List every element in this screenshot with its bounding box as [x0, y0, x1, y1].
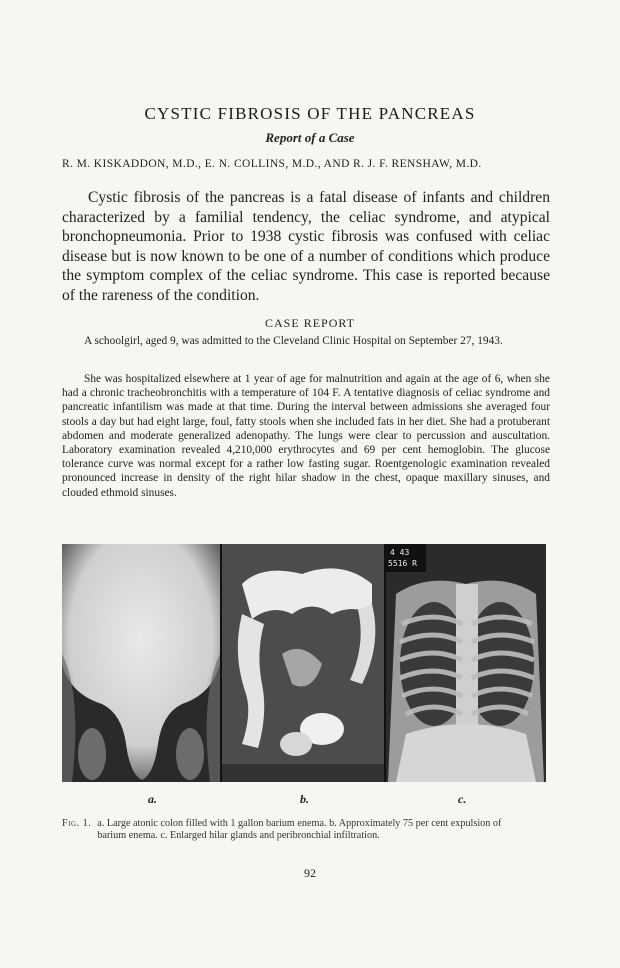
abstract-paragraph: Cystic fibrosis of the pancreas is a fatal disease of infants and children characterized by a familial tendency, the celiac syndrome, and atypical bronchopneumonia. Prior to 1938 cystic fibrosis was confused with celiac disease but is now known to be one of a number of conditions which produce the symptom complex of the celiac syndrome. This case is reported because of the rareness of the condition. [62, 189, 550, 304]
panel-label-c: c. [458, 792, 467, 806]
page-number: 92 [304, 866, 316, 880]
film-marker-line1: 4 43 [390, 548, 410, 557]
figure-caption-label: Fig. 1. [62, 818, 92, 829]
article-subtitle: Report of a Case [265, 130, 355, 145]
case-paragraph: A schoolgirl, aged 9, was admitted to the Cleveland Clinic Hospital on September 27, 1943. [84, 335, 503, 347]
xray-panel-a [62, 544, 220, 782]
film-marker-line2: 5516 R [388, 559, 417, 568]
case-paragraph: She was hospitalized elsewhere at 1 year of age for malnutrition and again at the age of 6, when she had a chronic tracheobronchitis with a temperature of 104 F. A tentative diagnosis of celiac syndrome and pancreatic infantilism was made at that time. During the interval between admissions she averaged four stools a day but had eight large, foul, fatty stools when she included fats in her diet. She had a protuberant abdomen and moderate generalized adenopathy. The lungs were clear to percussion and auscultation. Laboratory examination revealed 4,210,000 erythrocytes and 69 per cent hemoglobin. The glucose tolerance curve was normal except for a rather low fasting sugar. Roentgenologic examination revealed pronounced increase in density of the right hilar shadow in the chest, opaque maxillary sinuses, and clouded ethmoid sinuses. [62, 373, 550, 499]
section-heading-case-report: CASE REPORT [265, 316, 355, 330]
author-line: R. M. KISKADDON, M.D., E. N. COLLINS, M.D., AND R. J. F. RENSHAW, M.D. [62, 158, 482, 170]
xray-panel-b [222, 544, 384, 782]
xray-image-colon-expulsion [222, 544, 384, 782]
figure-panel-labels [62, 792, 546, 808]
panel-label-a: a. [148, 792, 157, 806]
figure-caption-text: a. Large atonic colon filled with 1 gallon barium enema. b. Approximately 75 per cent expulsion of barium enema. c. Enlarged hilar glands and peribronchial infiltration. [97, 818, 502, 841]
xray-image-colon-filled [62, 544, 220, 782]
article-title: CYSTIC FIBROSIS OF THE PANCREAS [144, 104, 476, 123]
figure-xray-panels [62, 544, 546, 782]
panel-label-b: b. [300, 792, 309, 806]
xray-panel-c [386, 544, 546, 782]
figure-caption [62, 818, 550, 842]
xray-image-chest [386, 544, 546, 782]
